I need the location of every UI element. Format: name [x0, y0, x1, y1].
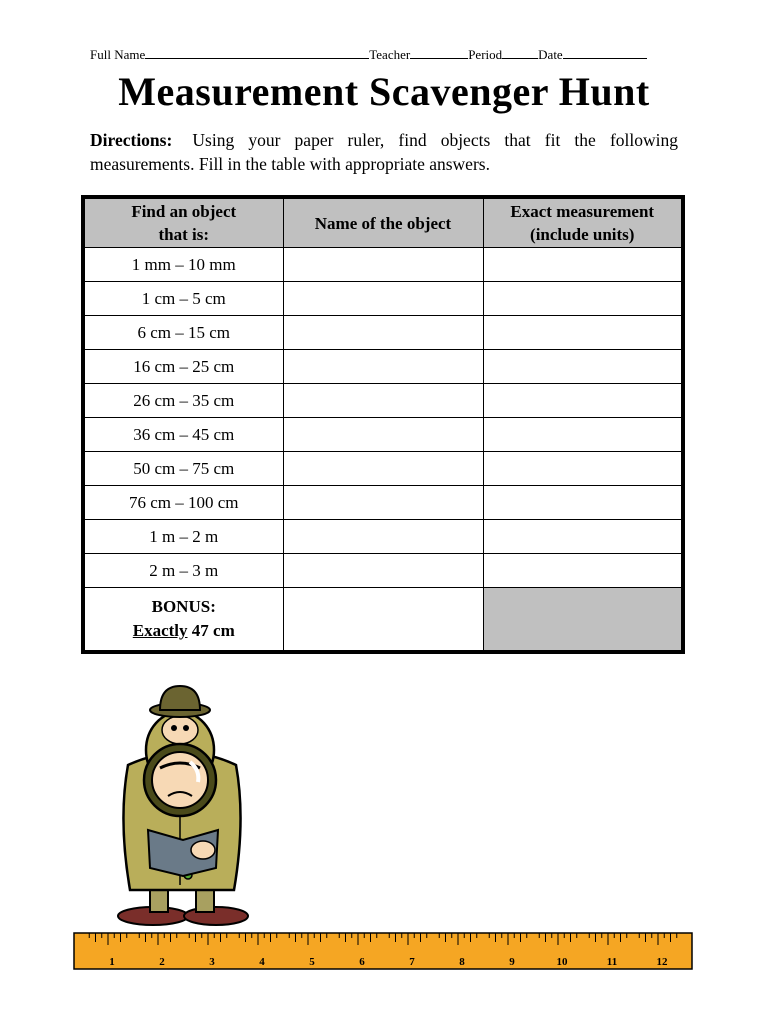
table-row — [83, 282, 683, 316]
table-row — [83, 452, 683, 486]
teacher-blank[interactable] — [410, 46, 468, 59]
ruler-number: 1 — [109, 956, 115, 968]
header-find-object-line2: that is: — [158, 225, 210, 244]
ruler-number: 4 — [259, 956, 265, 968]
full-name-label: Full Name — [90, 47, 146, 62]
object-name-cell[interactable] — [283, 248, 483, 282]
measurement-cell[interactable] — [483, 282, 683, 316]
table-row — [83, 316, 683, 350]
hat-crown — [160, 686, 200, 710]
measurement-cell[interactable] — [483, 486, 683, 520]
bonus-shaded-cell — [483, 588, 683, 653]
measurement-cell[interactable] — [483, 316, 683, 350]
header-exact-measurement-line1: Exact measurement — [510, 202, 655, 221]
bonus-value: 47 cm — [191, 621, 235, 640]
table-body — [83, 248, 683, 653]
table-row — [83, 520, 683, 554]
header-object-name: Name of the object — [283, 197, 483, 248]
ruler-number: 8 — [459, 956, 465, 968]
range-cell: 2 m – 3 m — [83, 554, 283, 588]
bonus-label-cell — [83, 588, 283, 653]
range-cell: 1 cm – 5 cm — [83, 282, 283, 316]
table-header-row — [83, 197, 683, 248]
object-name-cell[interactable] — [283, 554, 483, 588]
table-row — [83, 350, 683, 384]
ruler-number: 2 — [159, 956, 165, 968]
teacher-label: Teacher — [369, 47, 411, 62]
period-label: Period — [468, 47, 503, 62]
measurement-cell[interactable] — [483, 452, 683, 486]
ruler-number: 10 — [556, 956, 568, 968]
measurement-cell[interactable] — [483, 384, 683, 418]
table-row — [83, 418, 683, 452]
object-name-cell[interactable] — [283, 486, 483, 520]
bonus-object-cell[interactable] — [283, 588, 483, 653]
object-name-cell[interactable] — [283, 452, 483, 486]
object-name-cell[interactable] — [283, 350, 483, 384]
hand — [191, 841, 215, 859]
measurement-cell[interactable] — [483, 554, 683, 588]
period-blank[interactable] — [502, 46, 538, 59]
range-cell: 76 cm – 100 cm — [83, 486, 283, 520]
ruler-number: 7 — [409, 956, 415, 968]
paper-ruler — [73, 932, 693, 970]
object-name-cell[interactable] — [283, 418, 483, 452]
object-name-cell[interactable] — [283, 316, 483, 350]
table-row — [83, 486, 683, 520]
right-eye — [183, 725, 189, 731]
range-cell: 1 mm – 10 mm — [83, 248, 283, 282]
bonus-target — [85, 619, 283, 643]
object-name-cell[interactable] — [283, 282, 483, 316]
header-exact-measurement — [483, 197, 683, 248]
student-info-line — [90, 46, 690, 63]
ruler-number: 6 — [359, 956, 365, 968]
right-shoe — [184, 907, 248, 925]
table-row — [83, 248, 683, 282]
header-find-object — [83, 197, 283, 248]
ruler-number: 9 — [509, 956, 515, 968]
table-row — [83, 554, 683, 588]
bonus-row — [83, 588, 683, 653]
range-cell: 6 cm – 15 cm — [83, 316, 283, 350]
directions-text: Using your paper ruler, find objects that fit the following measurements. Fill in the table with appropriate answers. — [90, 130, 678, 174]
ruler-number: 5 — [309, 956, 315, 968]
detective-illustration — [108, 680, 258, 930]
page-title: Measurement Scavenger Hunt — [118, 69, 650, 114]
measurement-cell[interactable] — [483, 248, 683, 282]
ruler-body — [74, 933, 692, 969]
header-exact-measurement-line2: (include units) — [530, 225, 635, 244]
object-name-cell[interactable] — [283, 520, 483, 554]
full-name-blank[interactable] — [145, 46, 369, 59]
range-cell: 36 cm – 45 cm — [83, 418, 283, 452]
date-label: Date — [538, 47, 563, 62]
header-find-object-line1: Find an object — [131, 202, 237, 221]
range-cell: 1 m – 2 m — [83, 520, 283, 554]
scavenger-table — [81, 195, 685, 654]
range-cell: 26 cm – 35 cm — [83, 384, 283, 418]
ruler-number: 3 — [209, 956, 215, 968]
table-row — [83, 384, 683, 418]
left-eye — [171, 725, 177, 731]
face — [162, 716, 198, 744]
directions — [90, 128, 678, 176]
bonus-label: BONUS: — [151, 597, 216, 616]
measurement-cell[interactable] — [483, 520, 683, 554]
object-name-cell[interactable] — [283, 384, 483, 418]
measurement-cell[interactable] — [483, 418, 683, 452]
directions-label: Directions: — [90, 130, 173, 150]
range-cell: 16 cm – 25 cm — [83, 350, 283, 384]
ruler-number: 11 — [606, 956, 618, 968]
bonus-exactly: Exactly — [132, 621, 188, 640]
range-cell: 50 cm – 75 cm — [83, 452, 283, 486]
measurement-cell[interactable] — [483, 350, 683, 384]
date-blank[interactable] — [563, 46, 647, 59]
ruler-number: 12 — [656, 956, 668, 968]
